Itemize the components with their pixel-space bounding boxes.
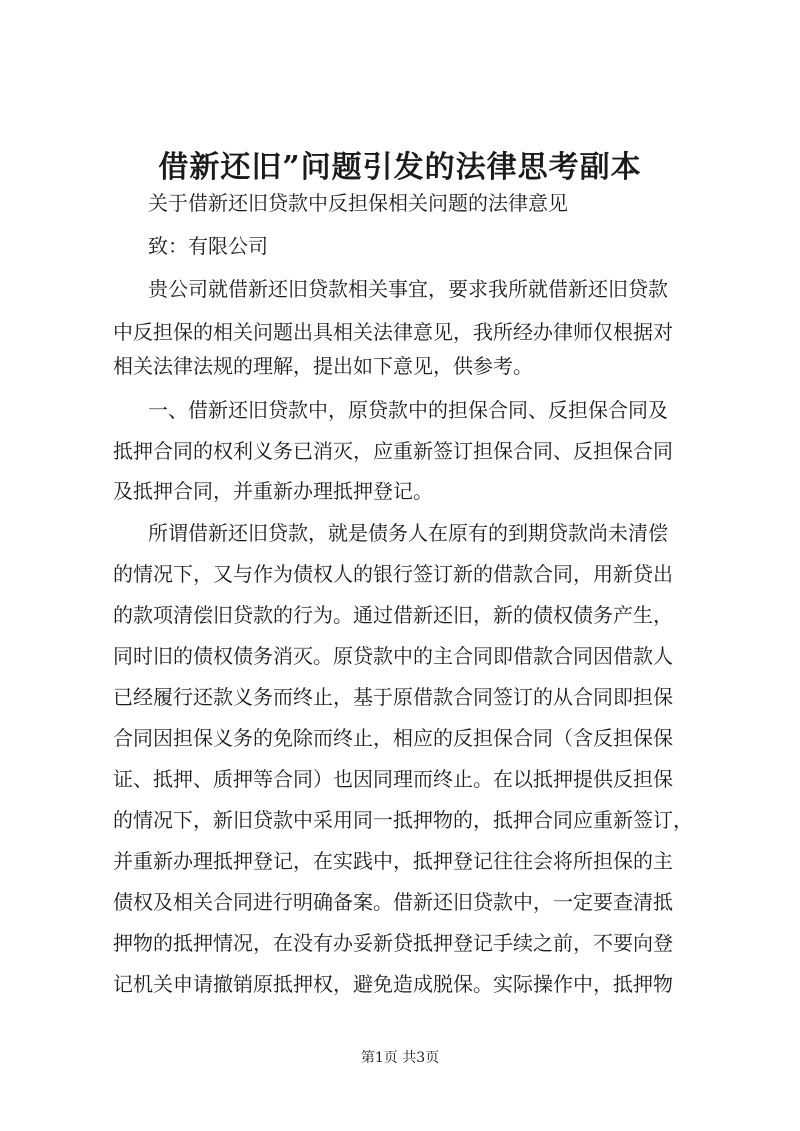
paragraph-line: 的款项清偿旧贷款的行为。通过借新还旧，新的债权债务产生， bbox=[113, 603, 673, 627]
paragraph-line: 相关法律法规的理解，提出如下意见，供参考。 bbox=[113, 354, 533, 378]
paragraph-line: 中反担保的相关问题出具相关法律意见，我所经办律师仅根据对 bbox=[113, 320, 673, 344]
paragraph-line: 的情况下，新旧贷款中采用同一抵押物的，抵押合同应重新签订， bbox=[113, 808, 693, 832]
paragraph-line: 债权及相关合同进行明确备案。借新还旧贷款中，一定要查清抵 bbox=[113, 890, 673, 914]
paragraph-line: 证、抵押、质押等合同）也因同理而终止。在以抵押提供反担保 bbox=[113, 767, 673, 791]
paragraph-line: 同时旧的债权债务消灭。原贷款中的主合同即借款合同因借款人 bbox=[113, 644, 673, 668]
paragraph-line: 记机关申请撤销原抵押权，避免造成脱保。实际操作中，抵押物 bbox=[113, 972, 673, 996]
paragraph-line: 并重新办理抵押登记，在实践中，抵押登记往往会将所担保的主 bbox=[113, 849, 673, 873]
paragraph-line: 一、借新还旧贷款中，原贷款中的担保合同、反担保合同及 bbox=[148, 398, 668, 422]
document-subtitle: 关于借新还旧贷款中反担保相关问题的法律意见 bbox=[148, 191, 568, 215]
paragraph-line: 贵公司就借新还旧贷款相关事宜，要求我所就借新还旧贷款 bbox=[148, 277, 668, 301]
salutation: 致：有限公司 bbox=[148, 234, 268, 258]
paragraph-line: 合同因担保义务的免除而终止，相应的反担保合同（含反担保保 bbox=[113, 726, 673, 750]
document-title: 借新还旧”问题引发的法律思考副本 bbox=[158, 150, 642, 185]
paragraph-line: 已经履行还款义务而终止，基于原借款合同签订的从合同即担保 bbox=[113, 685, 673, 709]
paragraph-line: 押物的抵押情况，在没有办妥新贷抵押登记手续之前，不要向登 bbox=[113, 931, 673, 955]
paragraph-line: 及抵押合同，并重新办理抵押登记。 bbox=[113, 479, 433, 503]
paragraph-line: 抵押合同的权利义务已消灭，应重新签订担保合同、反担保合同 bbox=[113, 439, 673, 463]
paragraph-line: 所谓借新还旧贷款，就是债务人在原有的到期贷款尚未清偿 bbox=[148, 521, 668, 545]
page-footer: 第1页 共3页 bbox=[360, 1050, 440, 1066]
paragraph-line: 的情况下，又与作为债权人的银行签订新的借款合同，用新贷出 bbox=[113, 562, 673, 586]
